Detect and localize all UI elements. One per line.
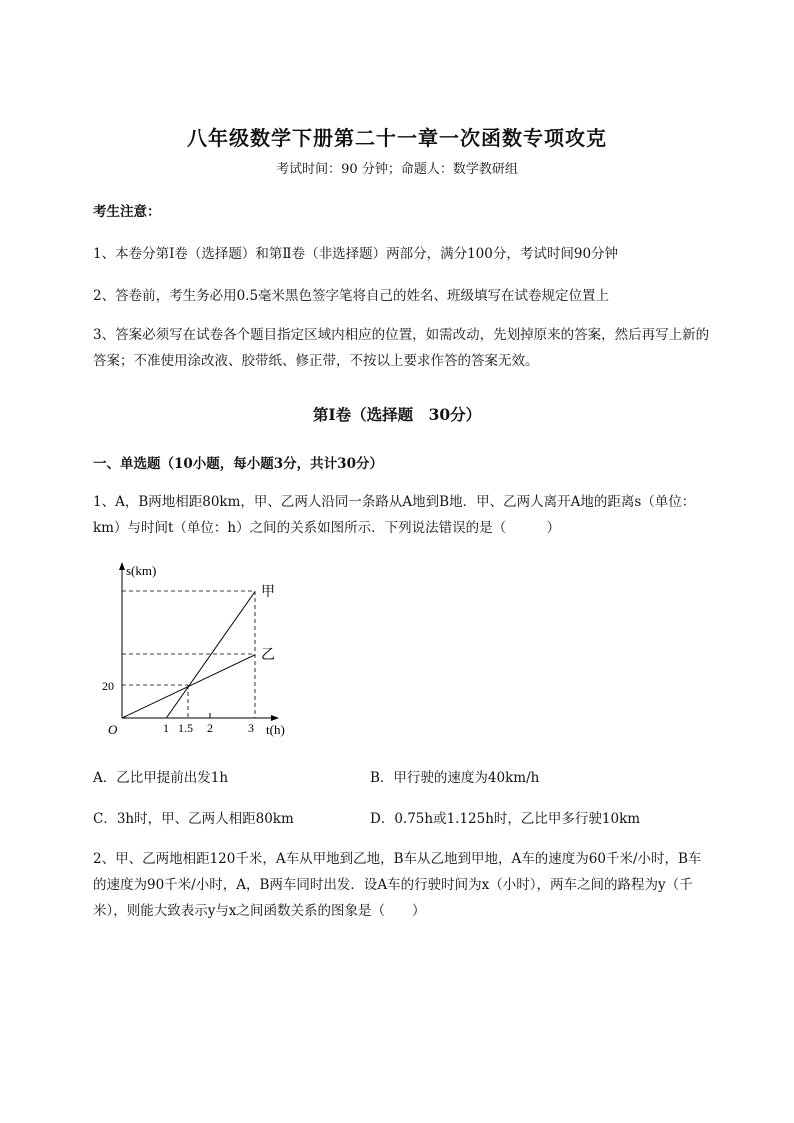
q1-option-c: C．3h时，甲、乙两人相距80km bbox=[93, 811, 294, 827]
exam-subtitle: 考试时间：90 分钟；命题人：数学教研组 bbox=[276, 162, 518, 177]
question-2-text: 2、甲、乙两地相距120千米，A车从甲地到乙地，B车从乙地到甲地，A车的速度为60千米/小时，B车的速度为90千米/小时，A，B两车同时出发．设A车的行驶时间为x（小时），两车之间的路程为y（千米），则能大致表示y与x之间函数关系的图象是（ ） bbox=[93, 851, 702, 919]
notice-item-3: 3、答案必须写在试卷各个题目指定区域内相应的位置，如需改动，先划掉原来的答案，然后再写上新的答案；不准使用涂改液、胶带纸、修正带，不按以上要求作答的答案无效。 bbox=[93, 327, 710, 369]
legend-label-yi: 乙 bbox=[261, 648, 275, 663]
x-axis-label: t(h) bbox=[266, 722, 285, 737]
x-axis-arrow bbox=[271, 715, 279, 721]
notice-item-2: 2、答卷前，考生务必用0.5毫米黑色签字笔将自己的姓名、班级填写在试卷规定位置上 bbox=[93, 288, 610, 304]
notice-item-1: 1、本卷分第Ⅰ卷（选择题）和第Ⅱ卷（非选择题）两部分，满分100分，考试时间90分钟 bbox=[93, 246, 619, 262]
origin-label: O bbox=[108, 722, 118, 737]
question-1-text: 1、A，B两地相距80km，甲、乙两人沿同一条路从A地到B地．甲、乙两人离开A地的距离s（单位：km）与时间t（单位：h）之间的关系如图所示．下列说法错误的是（ ） bbox=[93, 494, 696, 536]
q1-option-b: B．甲行驶的速度为40km/h bbox=[370, 770, 540, 786]
page-title: 八年级数学下册第二十一章一次函数专项攻克 bbox=[187, 126, 607, 150]
q1-distance-time-chart bbox=[95, 558, 295, 743]
y-axis-arrow bbox=[119, 562, 125, 570]
x-tick-label-2: 2 bbox=[207, 721, 213, 735]
legend-label-jia: 甲 bbox=[261, 585, 275, 600]
x-tick-label-1.5: 1.5 bbox=[178, 721, 193, 735]
x-tick-label-1: 1 bbox=[163, 721, 169, 735]
notice-heading: 考生注意： bbox=[93, 204, 161, 220]
section-title: 第Ⅰ卷（选择题 30分） bbox=[312, 405, 482, 424]
q1-option-a: A．乙比甲提前出发1h bbox=[93, 770, 229, 786]
y-axis-label: s(km) bbox=[126, 563, 157, 578]
q1-option-d: D．0.75h或1.125h时，乙比甲多行驶10km bbox=[370, 811, 641, 827]
x-tick-label-3: 3 bbox=[248, 721, 254, 735]
part-heading: 一、单选题（10小题，每小题3分，共计30分） bbox=[93, 456, 383, 472]
y-tick-label-20: 20 bbox=[102, 679, 114, 693]
series-line-jia bbox=[166, 592, 255, 718]
series-line-yi bbox=[122, 655, 255, 718]
